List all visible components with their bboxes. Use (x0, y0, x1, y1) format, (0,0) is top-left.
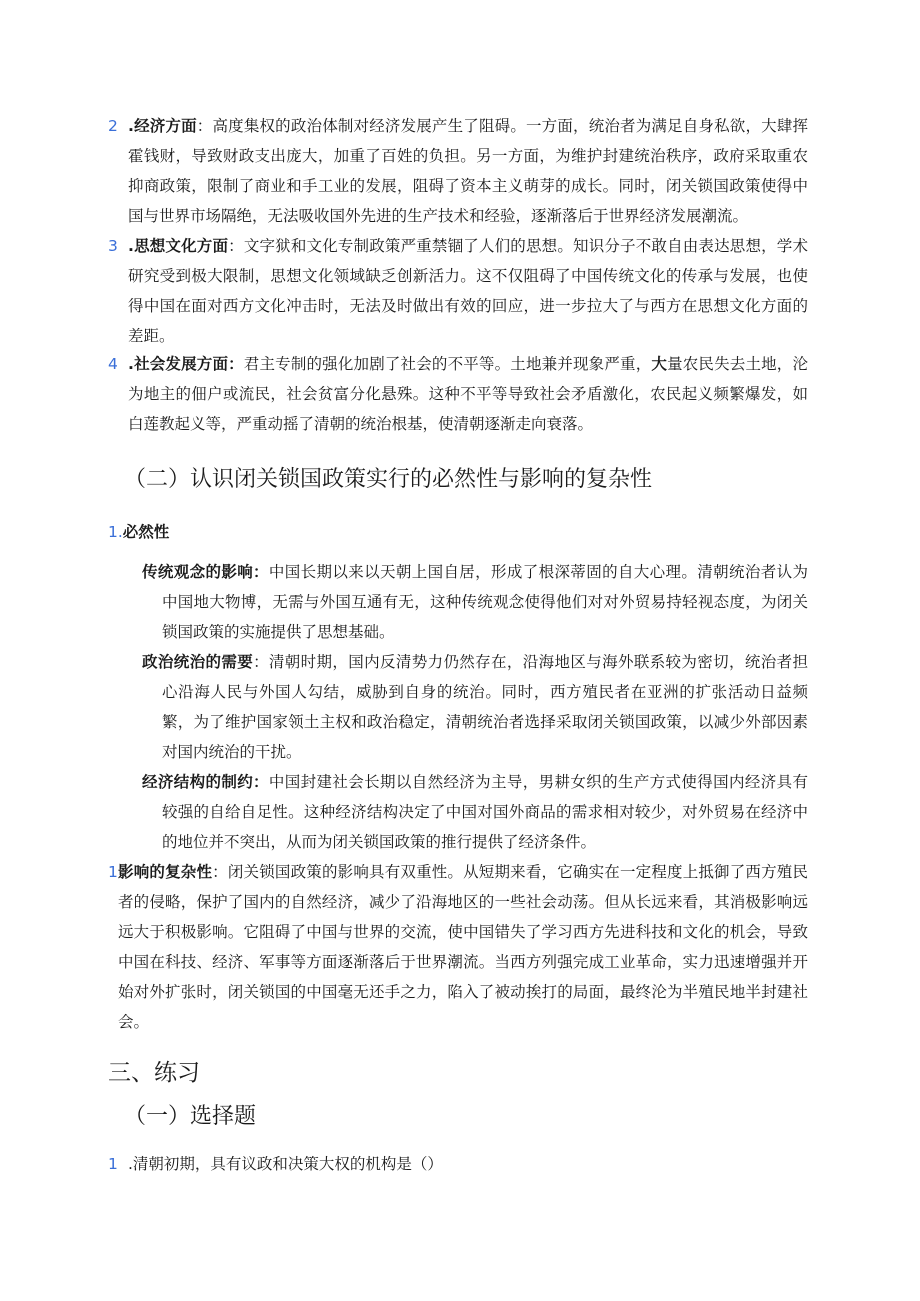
section-heading-2: （二）认识闭关锁国政策实行的必然性与影响的复杂性 (124, 467, 653, 492)
question-item (108, 1149, 808, 1179)
subsection-heading: （一）选择题 (124, 1104, 257, 1129)
necessity-sub-economy (142, 767, 808, 857)
item-body: 君主专制的强化加剧了社会的不平等。土地兼并现象严重， (243, 355, 652, 373)
question-text: .清朝初期，具有议政和决策大权的机构是（） (128, 1155, 443, 1173)
sub-body: ：清朝时期，国内反清势力仍然存在，沿海地区与海外联系较为密切，统治者担心沿海人民与外国人勾结，威胁到自身的统治。同时，西方殖民者在亚洲的扩张活动日益频繁，为了维护国家领土主权和政治稳定，清朝统治者选择采取闭关锁国政策，以减少外部因素对国内统治的干扰。 (162, 653, 808, 761)
section-heading-3: 三、练习 (108, 1060, 200, 1086)
list-number: 4 (108, 355, 118, 373)
sub-body: 中国封建社会长期以自然经济为主导，男耕女织的生产方式使得国内经济具有较强的自给自足性。这种经济结构决定了中国对国外商品的需求相对较少，对外贸易在经济中的地位并不突出，从而为闭关锁国政策的推行提供了经济条件。 (162, 773, 808, 851)
necessity-sub-tradition (142, 557, 808, 647)
list-item-economy: 2 .经济方面：高度集权的政治体制对经济发展产生了阻碍。一方面，统治者为满足自身私欲，大肆挥霍钱财，导致财政支出庞大，加重了百姓的负担。另一方面，为维护封建统治秩序，政府采取重农抑商政策，限制了商业和手工业的发展，阻碍了资本主义萌芽的成长。同时，闭关锁国政策使得中国与世界市场隔绝，无法吸收国外先进的生产技术和经验，逐渐落后于世界经济发展潮流。 (108, 111, 808, 231)
sub-heading: 政治统治的需要 (142, 653, 254, 671)
item-body: 文字狱和文化专制政策严重禁锢了人们的思想。知识分子不敢自由表达思想，学术研究受到极大限制，思想文化领域缺乏创新活力。这不仅阻碍了中国传统文化的传承与发展，也使得中国在面对西方文化冲击时，无法及时做出有效的回应，进一步拉大了与西方在思想文化方面的差距。 (128, 237, 808, 345)
sub-heading: 传统观念的影响： (142, 563, 269, 581)
item-body: 高度集权的政治体制对经济发展产生了阻碍。一方面，统治者为满足自身私欲，大肆挥霍钱财，导致财政支出庞大，加重了百姓的负担。另一方面，为维护封建统治秩序，政府采取重农抑商政策，限制了商业和手工业的发展，阻碍了资本主义萌芽的成长。同时，闭关锁国政策使得中国与世界市场隔绝，无法吸收国外先进的生产技术和经验，逐渐落后于世界经济发展潮流。 (128, 117, 808, 225)
list-number: 3 (108, 237, 118, 255)
list-number: 1 (108, 1155, 118, 1173)
item-heading: 影响的复杂性 (117, 863, 213, 881)
item-heading: .社会发展方面： (128, 355, 244, 373)
necessity-sub-politics (142, 647, 808, 767)
sub-heading: 经济结构的制约： (142, 773, 269, 791)
list-item-society: 4 .社会发展方面：君主专制的强化加剧了社会的不平等。土地兼并现象严重，大量农民失去土地，沦为地主的佃户或流民，社会贫富分化悬殊。这种不平等导致社会矛盾激化，农民起义频繁爆发，如白莲教起义等，严重动摇了清朝的统治根基，使清朝逐渐走向衰落。 (108, 349, 808, 439)
list-number: 1. (108, 523, 123, 541)
list-number: 1 (108, 863, 118, 881)
item-heading: .思想文化方面 (128, 237, 229, 255)
necessity-heading: 1.必然性 (108, 523, 170, 541)
list-number: 2 (108, 117, 118, 135)
item-body: ：闭关锁国政策的影响具有双重性。从短期来看，它确实在一定程度上抵御了西方殖民者的侵略，保护了国内的自然经济，减少了沿海地区的一些社会动荡。但从长远来看，其消极影响远远大于积极影响。它阻碍了中国与世界的交流，使中国错失了学习西方先进科技和文化的机会，导致中国在科技、经济、军事等方面逐渐落后于世界潮流。当西方列强完成工业革命，实力迅速增强并开始对外扩张时，闭关锁国的中国毫无还手之力，陷入了被动挨打的局面，最终沦为半殖民地半封建社会。 (118, 863, 808, 1031)
complexity-item (108, 857, 808, 1037)
list-item-culture: 3 .思想文化方面：文字狱和文化专制政策严重禁锢了人们的思想。知识分子不敢自由表达思想，学术研究受到极大限制，思想文化领域缺乏创新活力。这不仅阻碍了中国传统文化的传承与发展，也使得中国在面对西方文化冲击时，无法及时做出有效的回应，进一步拉大了与西方在思想文化方面的差距。 (108, 231, 808, 351)
sub-body: 中国长期以来以天朝上国自居，形成了根深蒂固的自大心理。清朝统治者认为中国地大物博，无需与外国互通有无，这种传统观念使得他们对对外贸易持轻视态度，为闭关锁国政策的实施提供了思想基础。 (162, 563, 808, 641)
item-heading: .经济方面 (128, 117, 197, 135)
